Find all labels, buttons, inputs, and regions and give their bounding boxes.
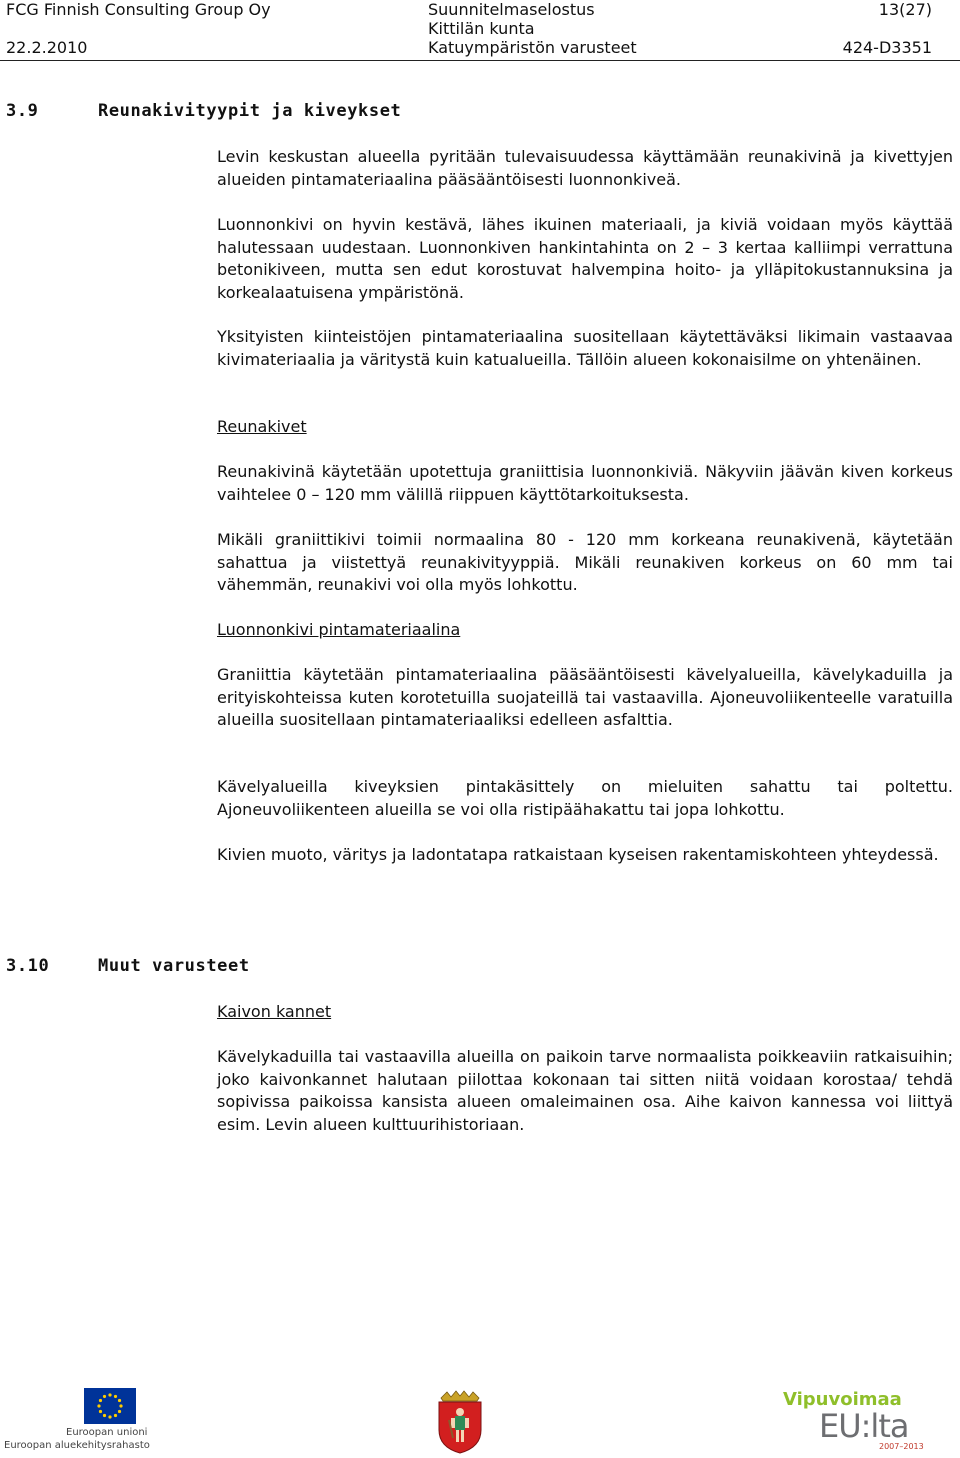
eu-star-icon <box>108 1415 111 1418</box>
eu-star-icon <box>99 1399 102 1402</box>
eu-star-icon <box>99 1410 102 1413</box>
kittila-coat-of-arms <box>437 1390 483 1458</box>
coat-of-arms-icon <box>437 1390 483 1454</box>
section-heading-3-9 <box>6 101 401 121</box>
subheading-kaivon-kannet: Kaivon kannet <box>217 1002 332 1021</box>
header-municipality: Kittilän kunta <box>428 19 535 38</box>
vipuvoimaa-text: Vipuvoimaa <box>783 1389 902 1410</box>
vipuvoimaa-eulta-logo <box>783 1390 953 1451</box>
eu-star-icon <box>114 1414 117 1417</box>
subheading-reunakivet: Reunakivet <box>217 417 307 436</box>
eu-star-icon <box>114 1395 117 1398</box>
paragraph: Graniittia käytetään pintamateriaalina pääsääntöisesti kävelyalueilla, kävelykaduilla ja erityiskohteissa kuten korotetuilla suojateillä tai vastaavilla. Ajoneuvoliikenteelle varatuilla alueilla suositellaan pintamateriaaliksi edelleen asfalttia. <box>217 665 953 729</box>
paragraph: Mikäli graniittikivi toimii normaalina 80 - 120 mm korkeana reunakivenä, käytetään sahattua ja viistettyä reunakivityyppiä. Mikäli reunakiven korkeus on 60 mm tai vähemmän, reunakivi voi olla myös lohkottu. <box>217 530 953 594</box>
header-doc-id: 424-D3351 <box>842 38 932 57</box>
paragraph: Luonnonkivi on hyvin kestävä, lähes ikuinen materiaali, ja kiviä voidaan myös käyttää halutessaan uudestaan. Luonnonkiven hankintahinta on 2 – 3 kertaa kalliimpi verrattuna betonikiveen, mutta sen edut korostuvat halvempina hoito- ja ylläpitokustannuksina ja korkealaatuisena ympäristönä. <box>217 215 953 302</box>
section-title: Reunakivityypit ja kiveykset <box>98 101 402 121</box>
section-number: 3.9 <box>6 101 39 121</box>
subheading-luonnonkivi-pintamateriaalina: Luonnonkivi pintamateriaalina <box>217 620 461 639</box>
eu-star-icon <box>103 1395 106 1398</box>
header-date: 22.2.2010 <box>6 38 88 57</box>
paragraph: Reunakivinä käytetään upotettuja graniittisia luonnonkiviä. Näkyviin jäävän kiven korkeus vaihtelee 0 – 120 mm välillä riippuen käyttötarkoituksesta. <box>217 462 953 504</box>
section-heading-3-10 <box>6 956 250 976</box>
eu-flag-icon <box>84 1388 136 1424</box>
header-doc-subject: Katuympäristön varusteet <box>428 38 637 57</box>
section-number: 3.10 <box>6 956 50 976</box>
eu-star-icon <box>97 1404 100 1407</box>
eulta-years: 2007–2013 <box>879 1442 924 1451</box>
header-doc-type: Suunnitelmaselostus <box>428 0 595 19</box>
eu-star-icon <box>103 1414 106 1417</box>
paragraph: Kävelykaduilla tai vastaavilla alueilla on paikoin tarve normaalista poikkeaviin ratkaisuihin; joko kaivonkannet halutaan piilottaa kokonaan tai sitten niitä voidaan korostaa/ tehdä sopivissa paikoissa kansista alueen omaleimainen osa. Aihe kaivon kannessa voi liittyä esim. Levin alueen kulttuurihistoriaan. <box>217 1047 953 1134</box>
section-title: Muut varusteet <box>98 956 250 976</box>
eu-star-icon <box>119 1404 122 1407</box>
eu-star-icon <box>118 1399 121 1402</box>
eulta-text: EU:lta <box>819 1407 909 1445</box>
header-company: FCG Finnish Consulting Group Oy <box>6 0 271 19</box>
eu-logo <box>4 1388 150 1452</box>
paragraph: Kävelyalueilla kiveyksien pintakäsittely on mieluiten sahattu tai poltettu. Ajoneuvoliikenteen alueilla se voi olla ristipäähakattu tai jopa lohkottu. <box>217 777 953 819</box>
eu-caption-union: Euroopan unioni <box>66 1427 148 1438</box>
eu-star-icon <box>118 1410 121 1413</box>
eu-star-icon <box>108 1393 111 1396</box>
header-divider <box>0 60 960 61</box>
paragraph: Kivien muoto, väritys ja ladontatapa ratkaistaan kyseisen rakentamiskohteen yhteydessä. <box>217 845 939 864</box>
eu-caption-fund: Euroopan aluekehitysrahasto <box>4 1440 150 1451</box>
paragraph: Yksityisten kiinteistöjen pintamateriaalina suositellaan käytettäväksi likimain vastaavaa kivimateriaalia ja väritystä kuin katualueilla. Tällöin alueen kokonaisilme on yhtenäinen. <box>217 327 953 369</box>
paragraph: Levin keskustan alueella pyritään tulevaisuudessa käyttämään reunakivinä ja kivettyjen alueiden pintamateriaalina pääsääntöisesti luonnonkiveä. <box>217 147 953 189</box>
header-page-number: 13(27) <box>878 0 932 19</box>
